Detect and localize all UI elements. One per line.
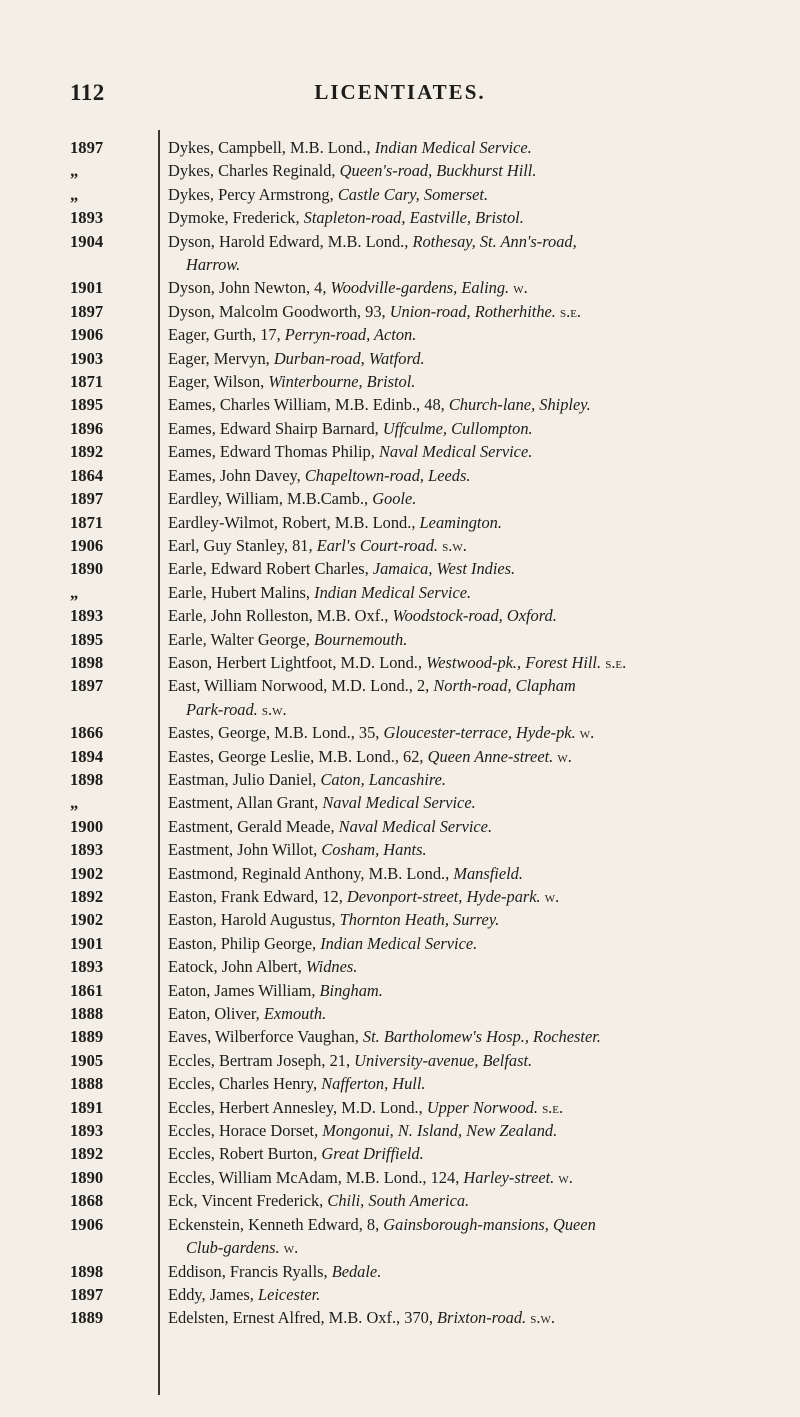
entry-year: 1861	[70, 980, 104, 1000]
entry-place: Great Driffield.	[321, 1144, 424, 1164]
entry-district: w.	[544, 887, 560, 906]
entry-name: Easton, Harold Augustus,	[168, 910, 340, 930]
entry-place: Bingham.	[319, 980, 383, 1000]
entry-year: 1890	[70, 559, 104, 579]
entry-name: Eardley-Wilmot, Robert, M.B. Lond.,	[168, 512, 420, 532]
entry-name: Earle, John Rolleston, M.B. Oxf.,	[168, 606, 393, 626]
entry-name: Eddison, Francis Ryalls,	[168, 1261, 332, 1281]
entry-place: Goole.	[372, 489, 417, 509]
entry-text	[168, 1142, 796, 1165]
entry-year: 1906	[70, 325, 104, 345]
entry-year: 1894	[70, 746, 104, 766]
list-item	[0, 487, 800, 510]
list-item	[0, 464, 800, 487]
entry-name: Easton, Frank Edward, 12,	[168, 887, 347, 906]
list-item	[0, 768, 800, 791]
list-item	[0, 557, 800, 580]
entry-place: Winterbourne, Bristol.	[268, 372, 416, 392]
entry-name: Dykes, Charles Reginald,	[168, 161, 340, 181]
entry-name: Eastes, George, M.B. Lond., 35,	[168, 723, 384, 743]
entry-name: Edelsten, Ernest Alfred, M.B. Oxf., 370,	[168, 1308, 438, 1328]
list-item	[0, 370, 800, 393]
entry-year: 1897	[70, 489, 104, 509]
list-item	[0, 932, 800, 955]
entry-district: w.	[283, 1238, 299, 1258]
entry-year: 1902	[70, 863, 104, 883]
entry-place: Naval Medical Service.	[378, 442, 533, 462]
entry-text	[168, 159, 796, 182]
running-title: LICENTIATES.	[314, 80, 486, 104]
entry-text	[168, 417, 796, 440]
entry-year: 1901	[70, 933, 104, 953]
entry-place: Brixton-road.	[437, 1308, 527, 1328]
entry-text	[168, 183, 796, 206]
entry-year: 1889	[70, 1027, 104, 1047]
entry-name: Eaton, James William,	[168, 980, 320, 1000]
entry-name: Eason, Herbert Lightfoot, M.D. Lond.,	[168, 652, 427, 672]
entry-year: 1864	[70, 465, 104, 485]
list-item	[0, 276, 800, 299]
entry-year: 1900	[70, 816, 104, 836]
entry-text	[168, 1119, 796, 1142]
entry-text	[168, 628, 796, 651]
entry-name: Eames, Edward Shairp Barnard,	[168, 418, 383, 438]
entry-text	[168, 276, 796, 299]
entry-continuation	[168, 253, 796, 276]
entry-place: Caton, Lancashire.	[320, 769, 447, 789]
list-item	[0, 1283, 800, 1306]
entry-year: 1892	[70, 1144, 104, 1164]
entry-name: Eddy, James,	[168, 1284, 258, 1304]
list-item	[0, 230, 800, 277]
entry-place: Durban-road, Watford.	[273, 348, 425, 368]
entry-year: 1866	[70, 723, 104, 743]
entry-year: „	[70, 793, 79, 813]
list-item	[0, 955, 800, 978]
entry-name: Eastment, John Willot,	[168, 840, 322, 860]
list-item	[0, 440, 800, 463]
entry-place: St. Bartholomew's Hosp., Rochester.	[362, 1027, 601, 1047]
entry-place: Chapeltown-road, Leeds.	[304, 465, 471, 485]
list-item	[0, 183, 800, 206]
entry-year: 1892	[70, 442, 104, 462]
list-item	[0, 1306, 800, 1329]
entry-name: Eastment, Allan Grant,	[168, 793, 323, 813]
entry-continuation	[168, 1236, 796, 1259]
entry-year: 1890	[70, 1167, 104, 1187]
list-item	[0, 604, 800, 627]
entry-name: Dyson, Malcolm Goodworth, 93,	[168, 301, 390, 321]
entry-text	[168, 1189, 796, 1212]
entry-year: 1903	[70, 348, 104, 368]
entry-name: Dykes, Campbell, M.B. Lond.,	[168, 138, 375, 157]
entry-place: Queen Anne-street.	[427, 746, 554, 766]
entry-place: Indian Medical Service.	[320, 933, 478, 953]
entry-year: 1892	[70, 887, 104, 906]
entry-place-continued: Club-gardens.	[186, 1238, 280, 1258]
entry-name: Eccles, Charles Henry,	[168, 1074, 322, 1094]
list-item	[0, 628, 800, 651]
entry-year: 1902	[70, 910, 104, 930]
entry-text	[168, 1260, 796, 1283]
entry-district: w.	[558, 1167, 573, 1187]
entry-place: Thornton Heath, Surrey.	[339, 910, 500, 930]
list-item	[0, 885, 800, 908]
entry-place: Woodstock-road, Oxford.	[392, 606, 557, 626]
list-item	[0, 206, 800, 229]
entry-year: 1893	[70, 957, 104, 977]
list-item	[0, 838, 800, 861]
entry-place: Woodville-gardens, Ealing.	[330, 278, 510, 298]
list-item	[0, 651, 800, 674]
entry-name: Earle, Walter George,	[168, 629, 314, 649]
entry-text	[168, 721, 796, 744]
entry-year: „	[70, 184, 79, 204]
entry-year: 1906	[70, 1214, 104, 1234]
entry-year: 1897	[70, 301, 104, 321]
entry-year: 1868	[70, 1191, 104, 1211]
entry-text	[168, 511, 796, 534]
entry-place: Union-road, Rotherhithe.	[389, 301, 556, 321]
list-item	[0, 347, 800, 370]
entry-year: 1895	[70, 629, 104, 649]
entry-place: Indian Medical Service.	[314, 582, 472, 602]
entry-place: Stapleton-road, Eastville, Bristol.	[303, 208, 524, 228]
entry-text	[168, 300, 796, 323]
entry-name: Eager, Wilson,	[168, 372, 269, 392]
list-item	[0, 1096, 800, 1119]
entry-place: Mansfield.	[453, 863, 523, 883]
entry-text	[168, 745, 796, 768]
entry-year: 1893	[70, 208, 104, 228]
entry-year: 1898	[70, 1261, 104, 1281]
entry-place: Rothesay, St. Ann's-road,	[412, 231, 577, 251]
entry-place: Gloucester-terrace, Hyde-pk.	[383, 723, 576, 743]
entry-place: Chili, South America.	[327, 1191, 470, 1211]
entry-place: North-road, Clapham	[433, 676, 576, 696]
entry-place: Leamington.	[419, 512, 502, 532]
page-number: 112	[70, 80, 105, 105]
entry-text	[168, 230, 796, 277]
entry-district: s.w.	[261, 699, 287, 719]
list-item	[0, 674, 800, 721]
entry-text	[168, 651, 796, 674]
list-item	[0, 979, 800, 1002]
entry-name: Earle, Hubert Malins,	[168, 582, 315, 602]
entry-year: 1896	[70, 418, 104, 438]
entry-text	[168, 838, 796, 861]
entry-place: Perryn-road, Acton.	[284, 325, 417, 345]
entry-year: 1901	[70, 278, 104, 298]
entry-year: 1893	[70, 840, 104, 860]
entry-text	[168, 1096, 796, 1119]
entry-text	[168, 979, 796, 1002]
entry-year: 1888	[70, 1074, 104, 1094]
list-item	[0, 1166, 800, 1189]
entry-year: 1891	[70, 1097, 104, 1117]
list-item	[0, 393, 800, 416]
entry-year: 1893	[70, 1121, 104, 1141]
entry-name: Dyson, John Newton, 4,	[168, 278, 331, 298]
entry-name: Eccles, Bertram Joseph, 21,	[168, 1050, 355, 1070]
entry-text	[168, 955, 796, 978]
entry-text	[168, 908, 796, 931]
entry-place: University-avenue, Belfast.	[354, 1050, 533, 1070]
entry-text	[168, 464, 796, 487]
entry-district: s.w.	[442, 535, 467, 555]
entry-text	[168, 1025, 796, 1048]
entry-place: Harley-street.	[463, 1167, 555, 1187]
list-item	[0, 1072, 800, 1095]
entry-place: Indian Medical Service.	[374, 138, 532, 157]
entry-text	[168, 393, 796, 416]
entry-place: Bournemouth.	[313, 629, 408, 649]
entry-place: Jamaica, West Indies.	[372, 559, 516, 579]
entry-text	[168, 862, 796, 885]
list-item	[0, 300, 800, 323]
entry-name: Dymoke, Frederick,	[168, 208, 304, 228]
entry-text	[168, 206, 796, 229]
list-item	[0, 862, 800, 885]
entry-year: 1897	[70, 676, 104, 696]
entry-year: 1893	[70, 606, 104, 626]
entry-text	[168, 1072, 796, 1095]
entry-name: Dykes, Percy Armstrong,	[168, 184, 338, 204]
entry-name: Earle, Edward Robert Charles,	[168, 559, 373, 579]
entry-place: Church-lane, Shipley.	[448, 395, 591, 415]
entry-name: Eastman, Julio Daniel,	[168, 769, 321, 789]
entry-place: Mongonui, N. Island, New Zealand.	[322, 1121, 558, 1141]
entry-text	[168, 440, 796, 463]
entry-year: 1898	[70, 769, 104, 789]
entry-district: w.	[513, 278, 528, 298]
entry-text	[168, 487, 796, 510]
list-item	[0, 136, 800, 159]
entry-place: Leicester.	[257, 1284, 321, 1304]
entry-name: Eck, Vincent Frederick,	[168, 1191, 328, 1211]
entry-text	[168, 932, 796, 955]
entry-text	[168, 815, 796, 838]
entry-place: Nafferton, Hull.	[321, 1074, 426, 1094]
entry-year: 1905	[70, 1050, 104, 1070]
list-item	[0, 1049, 800, 1072]
list-item	[0, 908, 800, 931]
entry-year: 1895	[70, 395, 104, 415]
entry-text	[168, 347, 796, 370]
entry-place: Naval Medical Service.	[338, 816, 493, 836]
entry-text	[168, 791, 796, 814]
entry-name: Eatock, John Albert,	[168, 957, 306, 977]
entry-year: 1871	[70, 512, 104, 532]
entry-year: 1888	[70, 1004, 104, 1024]
list-item	[0, 581, 800, 604]
entry-text	[168, 534, 796, 557]
entry-text	[168, 768, 796, 791]
entry-place: Exmouth.	[263, 1004, 327, 1024]
entry-year: 1897	[70, 138, 104, 157]
list-item	[0, 721, 800, 744]
entry-place-continued: Park-road.	[186, 699, 258, 719]
entry-text	[168, 1306, 796, 1329]
entry-place: Westwood-pk., Forest Hill.	[426, 652, 602, 672]
entry-name: Eastment, Gerald Meade,	[168, 816, 339, 836]
entry-place: Uffculme, Cullompton.	[382, 418, 533, 438]
list-item	[0, 159, 800, 182]
entry-year: 1898	[70, 652, 104, 672]
list-item	[0, 1002, 800, 1025]
list-item	[0, 511, 800, 534]
entry-place: Devonport-street, Hyde-park.	[346, 887, 541, 906]
list-item	[0, 791, 800, 814]
entry-text	[168, 1213, 796, 1260]
list-item	[0, 815, 800, 838]
entry-name: Earl, Guy Stanley, 81,	[168, 535, 317, 555]
entry-place: Bedale.	[331, 1261, 382, 1281]
entry-district: s.e.	[542, 1097, 564, 1117]
entry-year: „	[70, 161, 79, 181]
entry-place: Gainsborough-mansions, Queen	[383, 1214, 596, 1234]
entry-name: Eardley, William, M.B.Camb.,	[168, 489, 373, 509]
entry-name: Eastmond, Reginald Anthony, M.B. Lond.,	[168, 863, 454, 883]
entry-text	[168, 1002, 796, 1025]
entry-name: Eager, Gurth, 17,	[168, 325, 285, 345]
entry-text	[168, 370, 796, 393]
entry-year: 1889	[70, 1308, 104, 1328]
entry-list	[0, 136, 800, 1330]
entry-name: Eccles, Herbert Annesley, M.D. Lond.,	[168, 1097, 427, 1117]
entry-year: 1904	[70, 231, 104, 251]
list-item	[0, 417, 800, 440]
list-item	[0, 1142, 800, 1165]
entry-text	[168, 674, 796, 721]
entry-name: Easton, Philip George,	[168, 933, 321, 953]
entry-name: Eaton, Oliver,	[168, 1004, 264, 1024]
list-item	[0, 1119, 800, 1142]
entry-text	[168, 557, 796, 580]
entry-place: Castle Cary, Somerset.	[337, 184, 489, 204]
list-item	[0, 1189, 800, 1212]
entry-place: Widnes.	[305, 957, 358, 977]
entry-district: s.e.	[605, 652, 627, 672]
entry-place: Upper Norwood.	[426, 1097, 538, 1117]
list-item	[0, 745, 800, 768]
entry-name: Eaves, Wilberforce Vaughan,	[168, 1027, 363, 1047]
entry-name: Eccles, William McAdam, M.B. Lond., 124,	[168, 1167, 464, 1187]
entry-name: Eccles, Horace Dorset,	[168, 1121, 323, 1141]
entry-place: Queen's-road, Buckhurst Hill.	[339, 161, 537, 181]
list-item	[0, 534, 800, 557]
entry-name: Eccles, Robert Burton,	[168, 1144, 322, 1164]
list-item	[0, 323, 800, 346]
entry-text	[168, 885, 796, 908]
entry-name: East, William Norwood, M.D. Lond., 2,	[168, 676, 434, 696]
entry-district: w.	[579, 723, 595, 743]
entry-text	[168, 136, 796, 159]
list-item	[0, 1260, 800, 1283]
entry-text	[168, 1049, 796, 1072]
entry-year: 1897	[70, 1284, 104, 1304]
entry-year: 1871	[70, 372, 104, 392]
entry-place: Cosham, Hants.	[321, 840, 427, 860]
entry-place-continued: Harrow.	[186, 255, 241, 275]
entry-text	[168, 604, 796, 627]
entry-district: s.w.	[530, 1308, 555, 1328]
entry-name: Eames, John Davey,	[168, 465, 305, 485]
entry-name: Dyson, Harold Edward, M.B. Lond.,	[168, 231, 413, 251]
entry-text	[168, 1166, 796, 1189]
entry-place: Earl's Court-road.	[316, 535, 438, 555]
entry-year: 1906	[70, 535, 104, 555]
list-item	[0, 1025, 800, 1048]
entry-text	[168, 581, 796, 604]
list-item	[0, 1213, 800, 1260]
entry-district: w.	[557, 746, 572, 766]
entry-name: Eager, Mervyn,	[168, 348, 274, 368]
entry-continuation	[168, 698, 796, 721]
entry-name: Eckenstein, Kenneth Edward, 8,	[168, 1214, 384, 1234]
entry-year: „	[70, 582, 79, 602]
entry-name: Eames, Edward Thomas Philip,	[168, 442, 379, 462]
entry-district: s.e.	[560, 301, 582, 321]
entry-text	[168, 1283, 796, 1306]
entry-text	[168, 323, 796, 346]
entry-name: Eastes, George Leslie, M.B. Lond., 62,	[168, 746, 428, 766]
entry-name: Eames, Charles William, M.B. Edinb., 48,	[168, 395, 449, 415]
entry-place: Naval Medical Service.	[322, 793, 476, 813]
